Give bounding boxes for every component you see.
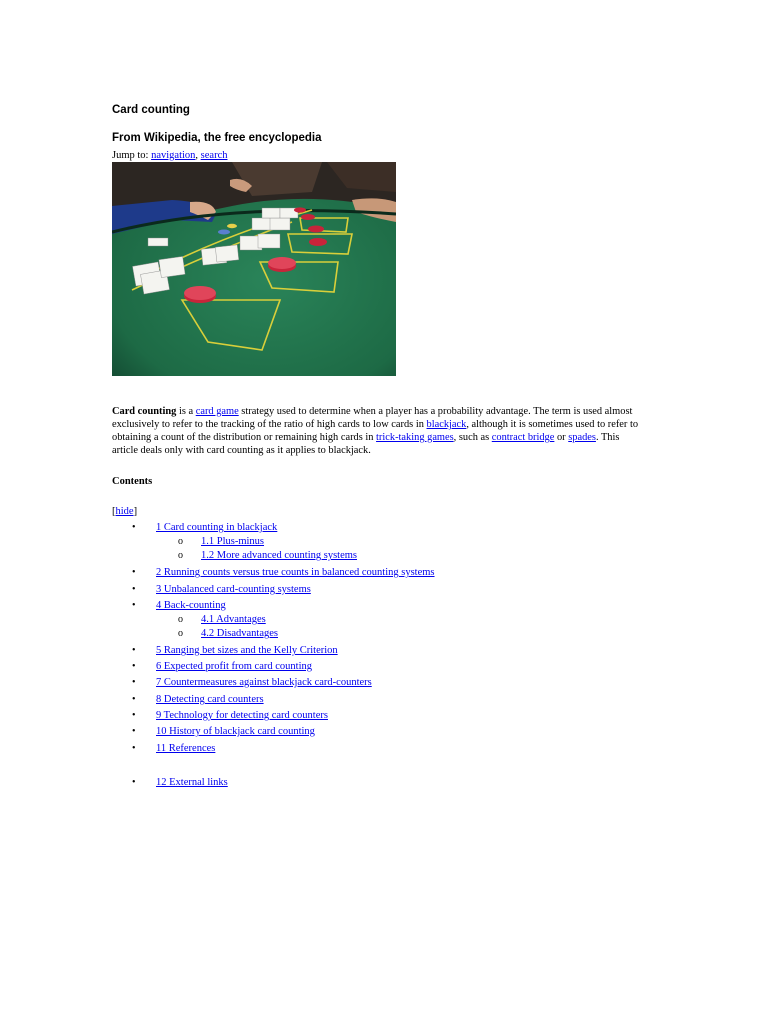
toc-item[interactable]: 9 Technology for detecting card counters: [156, 710, 328, 721]
toc-item[interactable]: 3 Unbalanced card-counting systems: [156, 584, 311, 595]
toc-hide-toggle: [112, 506, 137, 517]
toc-bullet: •: [132, 584, 136, 595]
spades-link[interactable]: spades: [568, 432, 596, 443]
intro-paragraph: [112, 405, 642, 457]
contract-bridge-link[interactable]: contract bridge: [491, 432, 555, 443]
card-game-link[interactable]: card game: [195, 406, 239, 417]
toc-item[interactable]: 6 Expected profit from card counting: [156, 661, 312, 672]
toc-bullet: •: [132, 522, 136, 533]
blackjack-link[interactable]: blackjack: [426, 419, 467, 430]
toc-sub-bullet: o: [178, 550, 183, 561]
toc-subitem[interactable]: 4.2 Disadvantages: [201, 628, 278, 639]
trick-taking-games-link[interactable]: trick-taking games: [376, 432, 454, 443]
hide-link[interactable]: hide: [115, 506, 134, 517]
toc-sub-bullet: o: [178, 614, 183, 625]
toc-item[interactable]: 8 Detecting card counters: [156, 694, 264, 705]
search-link[interactable]: search: [200, 150, 228, 161]
toc-item[interactable]: 12 External links: [156, 777, 228, 788]
intro-text-2: strategy used to determine when a player has a probability advantage. The term is used almost exclusively to refer to the tracking of the ratio of high cards to low cards in: [112, 406, 633, 430]
intro-term: Card counting: [112, 406, 177, 417]
jump-to-bar: [112, 150, 228, 161]
toc-subitem[interactable]: 1.1 Plus-minus: [201, 536, 265, 547]
toc-item[interactable]: 10 History of blackjack card counting: [156, 726, 315, 737]
toc-bullet: •: [132, 726, 136, 737]
toc-item[interactable]: 7 Countermeasures against blackjack card-counters: [156, 677, 372, 688]
blackjack-table-photo: [112, 162, 396, 376]
toc-bullet: •: [132, 677, 136, 688]
toc-item[interactable]: 2 Running counts versus true counts in balanced counting systems: [156, 567, 435, 578]
intro-text-6: . This article deals only with card counting as it applies to blackjack.: [112, 432, 620, 456]
toc-item[interactable]: 4 Back-counting: [156, 600, 226, 611]
toc-item[interactable]: 5 Ranging bet sizes and the Kelly Criterion: [156, 645, 338, 656]
intro-text-1: is a: [176, 406, 196, 417]
toc-subitem[interactable]: 1.2 More advanced counting systems: [201, 550, 358, 561]
toc-subitem[interactable]: 4.1 Advantages: [201, 614, 266, 625]
toc-bullet: •: [132, 567, 136, 578]
intro-text-3: , although it is sometimes used to refer to obtaining a count of the distribution or remaining high cards in: [112, 419, 639, 443]
toc-sub-bullet: o: [178, 536, 183, 547]
toc-bullet: •: [132, 710, 136, 721]
intro-text-5: or: [554, 432, 569, 443]
toc-bullet: •: [132, 661, 136, 672]
jump-separator: ,: [195, 150, 201, 161]
toc-sub-bullet: o: [178, 628, 183, 639]
jump-prefix: Jump to:: [112, 150, 152, 161]
navigation-link[interactable]: navigation: [151, 150, 196, 161]
toc-item[interactable]: 1 Card counting in blackjack: [156, 522, 278, 533]
toc-bullet: •: [132, 743, 136, 754]
toc-bullet: •: [132, 600, 136, 611]
toc-bullet: •: [132, 645, 136, 656]
page-subtitle: From Wikipedia, the free encyclopedia: [112, 132, 322, 144]
toc-bullet: •: [132, 777, 136, 788]
contents-heading: Contents: [112, 476, 153, 487]
intro-text-4: , such as: [453, 432, 492, 443]
hide-bracket-open: [: [112, 506, 116, 517]
toc-item[interactable]: 11 References: [156, 743, 216, 754]
hide-bracket-close: ]: [133, 506, 138, 517]
toc-bullet: •: [132, 694, 136, 705]
page-title: Card counting: [112, 104, 190, 116]
